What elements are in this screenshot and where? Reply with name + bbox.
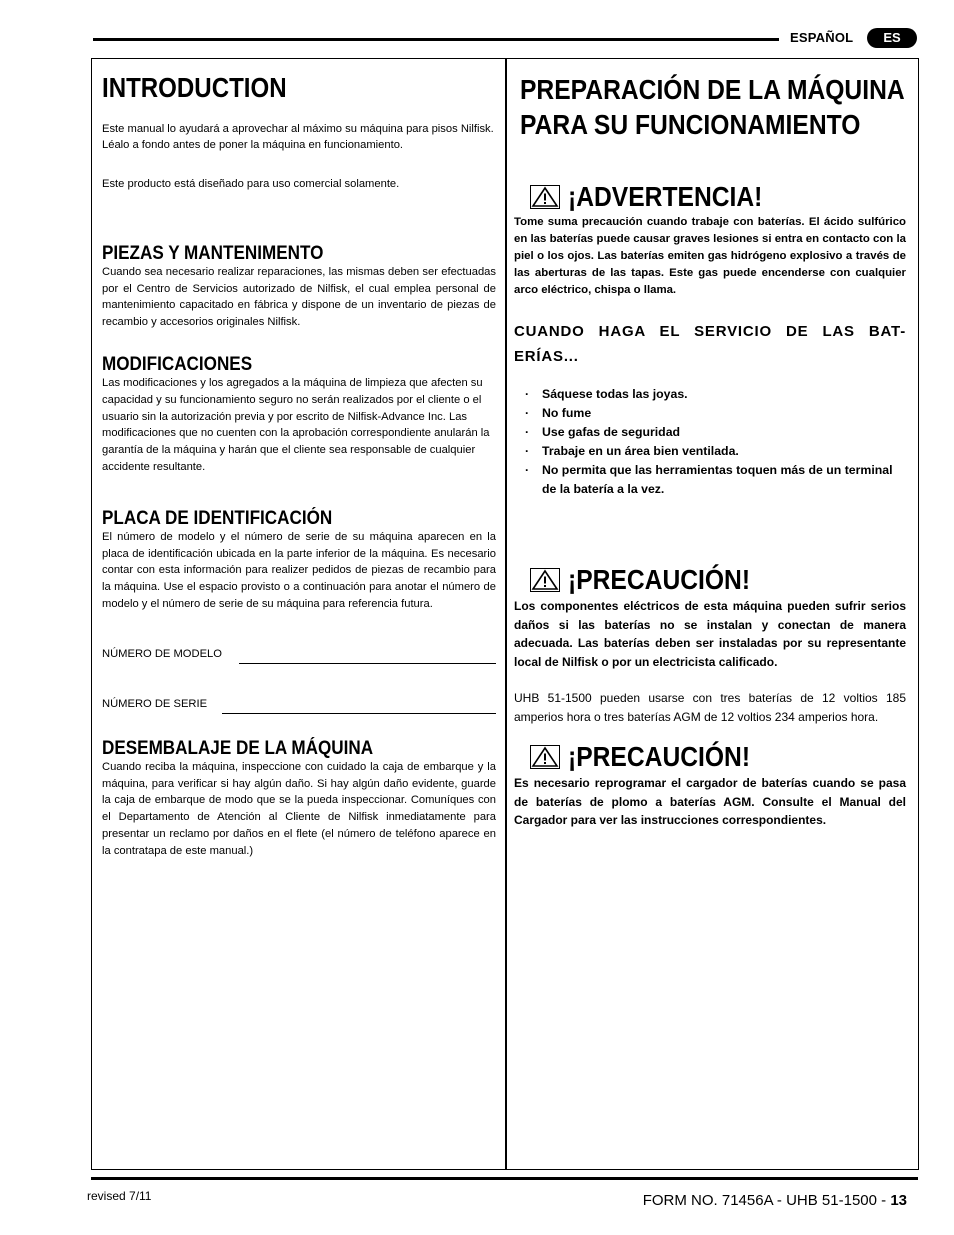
- modifications-body: Las modificaciones y los agregados a la máquina de limpieza que afecten su capacidad y su funcionamiento seguro no serán realizados por el cliente o el usuario sin la autorización previa y por escrito de Nilfisk-Advance Inc. Las modificaciones que no cuenten con la aprobación correspondiente anularán la garantía de la máquina y harán que el cliente sea responsable de cualquier accidente resultante.: [102, 376, 490, 473]
- caution-1-title: ¡PRECAUCIÓN!: [568, 564, 751, 595]
- bottom-rule: [91, 1177, 918, 1180]
- model-number-label: NÚMERO DE MODELO: [102, 647, 222, 660]
- list-item: · Use gafas de seguridad: [514, 423, 906, 442]
- preparation-title-line-2: PARA SU FUNCIONAMIENTO: [520, 109, 861, 140]
- caution-triangle-icon: [530, 745, 560, 769]
- caution-2-title: ¡PRECAUCIÓN!: [568, 741, 751, 772]
- intro-paragraph-1: Este manual lo ayudará a aprovechar al máximo su máquina para pisos Nilfisk. Léalo a fondo antes de poner la máquina en funcionamiento.: [102, 123, 494, 151]
- model-number-line[interactable]: [239, 663, 496, 664]
- caution-2-title-row: [514, 740, 906, 774]
- list-item: · Sáquese todas las joyas.: [514, 385, 906, 404]
- warning-title: ¡ADVERTENCIA!: [568, 181, 763, 212]
- language-badge: ES: [867, 28, 917, 48]
- caution-triangle-icon: [530, 568, 560, 592]
- revision-note: revised 7/11: [87, 1189, 152, 1203]
- preparation-title-line-1: PREPARACIÓN DE LA MÁQUINA: [520, 74, 905, 105]
- id-plate-heading: PLACA DE IDENTIFICACIÓN: [102, 507, 333, 529]
- warning-body: Tome suma precaución cuando trabaje con baterías. El ácido sulfúrico en las baterías puede causar graves lesiones si entra en contacto con la piel o los ojos. Las baterías emiten gas hidrógeno explosivo a través de las aberturas de las tapas. Este gas puede encenderse con cualquier arco eléctrico, chispa o llama.: [514, 216, 906, 296]
- introduction-title: INTRODUCTION: [102, 72, 287, 103]
- list-item: · No fume: [514, 404, 906, 423]
- battery-note: UHB 51-1500 pueden usarse con tres baterías de 12 voltios 185 amperios hora o tres baterías AGM de 12 voltios 234 amperios hora.: [514, 691, 906, 724]
- serial-number-field: [102, 698, 496, 714]
- battery-service-heading-line-1: CUANDO HAGA EL SERVICIO DE LAS BAT-: [514, 323, 906, 340]
- serial-number-label: NÚMERO DE SERIE: [102, 697, 208, 710]
- safety-bullet-list: [514, 385, 906, 499]
- intro-paragraph-2: Este producto está diseñado para uso comercial solamente.: [102, 178, 400, 190]
- caution-1-body: Los componentes eléctricos de esta máquina pueden sufrir serios daños si las baterías no se instalan y conectan de manera adecuada. Las baterías deben ser instaladas por su representante local de Nilfisk o por un electricista calificado.: [514, 599, 906, 669]
- serial-number-line[interactable]: [222, 713, 496, 714]
- warning-triangle-icon: [530, 185, 560, 209]
- form-number: [643, 1192, 907, 1209]
- caution-1-title-row: [514, 563, 906, 597]
- battery-service-heading-line-2: ERÍAS...: [514, 348, 579, 365]
- caution-2-body: Es necesario reprogramar el cargador de baterías cuando se pasa de baterías de plomo a baterías AGM. Consulte el Manual del Cargador para ver las instrucciones correspondientes.: [514, 776, 906, 827]
- language-label: ESPAÑOL: [790, 30, 854, 45]
- parts-body: Cuando sea necesario realizar reparaciones, las mismas deben ser efectuadas por el Centro de Servicios autorizado de Nilfisk, el cual emplea personal de mantenimiento capacitado en fábrica y dispone de un inventario de piezas de recambio y accesorios originales Nilfisk.: [102, 265, 496, 329]
- left-column: [102, 70, 496, 860]
- modifications-heading: MODIFICACIONES: [102, 353, 253, 375]
- right-column: [514, 72, 906, 830]
- unpacking-heading: DESEMBALAJE DE LA MÁQUINA: [102, 737, 374, 759]
- parts-heading: PIEZAS Y MANTENIMENTO: [102, 242, 324, 264]
- list-item: · No permita que las herramientas toquen más de un terminal de la batería a la vez.: [514, 461, 906, 499]
- top-rule: [93, 38, 779, 41]
- page-number: 13: [890, 1192, 907, 1209]
- model-number-field: [102, 648, 496, 664]
- id-plate-body: El número de modelo y el número de serie de su máquina aparecen en la placa de identificación ubicada en la parte inferior de la máquina. Es necesario contar con esta información para realizer pedidos de piezas de recambio para la máquina. Use el espacio provisto o a continuación para anotar el número de modelo y el número de serie de su máquina para referencia futura.: [102, 530, 496, 610]
- warning-title-row: [514, 180, 906, 214]
- list-item: · Trabaje en un área bien ventilada.: [514, 442, 906, 461]
- column-divider: [505, 58, 507, 1170]
- form-number-text: FORM NO. 71456A - UHB 51-1500 -: [642, 1192, 891, 1209]
- unpacking-body: Cuando reciba la máquina, inspeccione con cuidado la caja de embarque y la máquina, para verificar si hay algún daño. Si hay algún daño evidente, guarde la caja de embarque de modo que se la pueda inspeccionar. Comuníques con el Departamento de Atención al Cliente de Nilfisk inmediatamente para presentar un reclamo por daños en el flete (el número de teléfono aparece en la contratapa de este manual.): [102, 760, 496, 857]
